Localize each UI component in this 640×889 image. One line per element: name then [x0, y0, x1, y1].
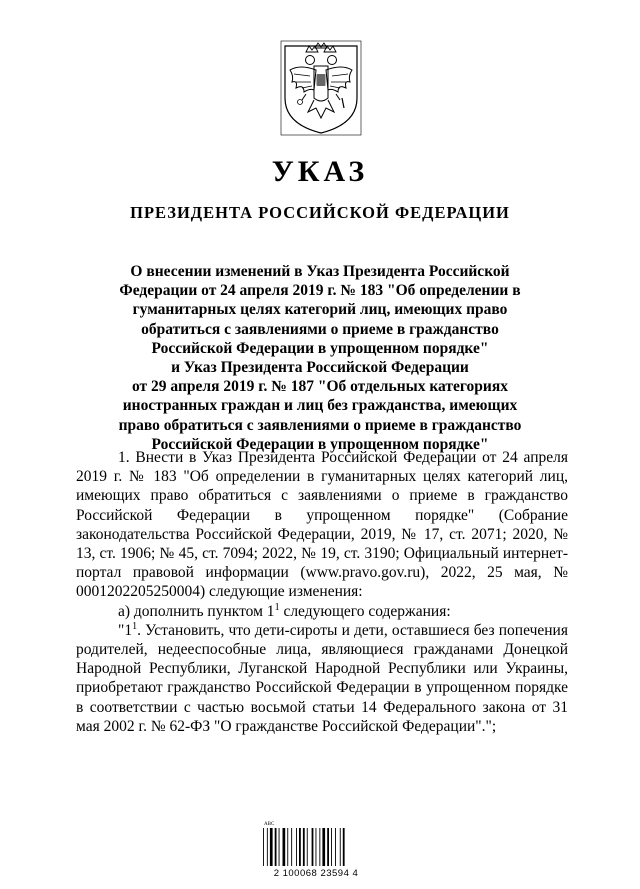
heading-line: Федерации от 24 апреля 2019 г. № 183 "Об определении в [119, 282, 521, 300]
heading-line: и Указ Президента Российской Федерации [171, 359, 469, 377]
heading-line: иностранных граждан и лиц без гражданства, имеющих [122, 397, 518, 415]
barcode [256, 822, 376, 882]
superscript: 1 [274, 601, 280, 613]
paragraph-2-text-end: следующего содержания: [279, 602, 451, 620]
paragraph-2 [76, 602, 568, 621]
superscript: 1 [132, 620, 138, 632]
coat-of-arms-icon [280, 40, 362, 136]
document-title: УКАЗ [271, 155, 369, 188]
heading-line: Российской Федерации в упрощенном порядке" [151, 435, 489, 453]
heading-line: обратиться с заявлениями о приеме в гражданство [141, 320, 499, 338]
heading-line: право обратиться с заявлениями о приеме в гражданство [118, 416, 522, 434]
barcode-small-label: ABC [264, 822, 275, 827]
decree-heading [80, 262, 560, 454]
barcode-number: 2 100068 23594 4 [273, 868, 359, 879]
paragraph-3 [76, 621, 568, 736]
paragraph-2-text: а) дополнить пунктом 1 [118, 602, 275, 620]
heading-line: гуманитарных целях категорий лиц, имеющих право [132, 301, 508, 319]
decree-body [76, 448, 568, 736]
document-subtitle: ПРЕЗИДЕНТА РОССИЙСКОЙ ФЕДЕРАЦИИ [130, 203, 510, 222]
heading-line: О внесении изменений в Указ Президента Российской [130, 263, 510, 280]
heading-line: Российской Федерации в упрощенном порядке" [151, 339, 489, 357]
paragraph-3-text-end: . Установить, что дети-сироты и дети, оставшиеся без попечения родителей, недееспособные лица, являющиеся гражданами Донецкой Народной Республики, Луганской Народной Республики или Украины, приобретают гражданство Российской Федерации в упрощенном порядке в соответствии с частью восьмой статьи 14 Федерального закона от 31 мая 2002 г. № 62-ФЗ "О гражданстве Российской Федерации"."; [76, 621, 568, 735]
barcode-bars [261, 828, 371, 868]
paragraph-3-text: "1 [118, 621, 133, 639]
paragraph-1: 1. Внести в Указ Президента Российской Федерации от 24 апреля 2019 г. № 183 "Об определении в гуманитарных целях категорий лиц, имеющих право обратиться с заявлениями о приеме в гражданство Российской Федерации в упрощенном порядке" (Собрание законодательства Российской Федерации, 2019, № 17, ст. 2071; 2020, № 13, ст. 1906; № 45, ст. 7094; 2022, № 19, ст. 3190; Официальный интернет-портал правовой информации (www.pravo.gov.ru), 2022, 25 мая, № 0001202205250004) следующие изменения: [76, 449, 568, 601]
heading-line: от 29 апреля 2019 г. № 187 "Об отдельных категориях [132, 378, 508, 396]
